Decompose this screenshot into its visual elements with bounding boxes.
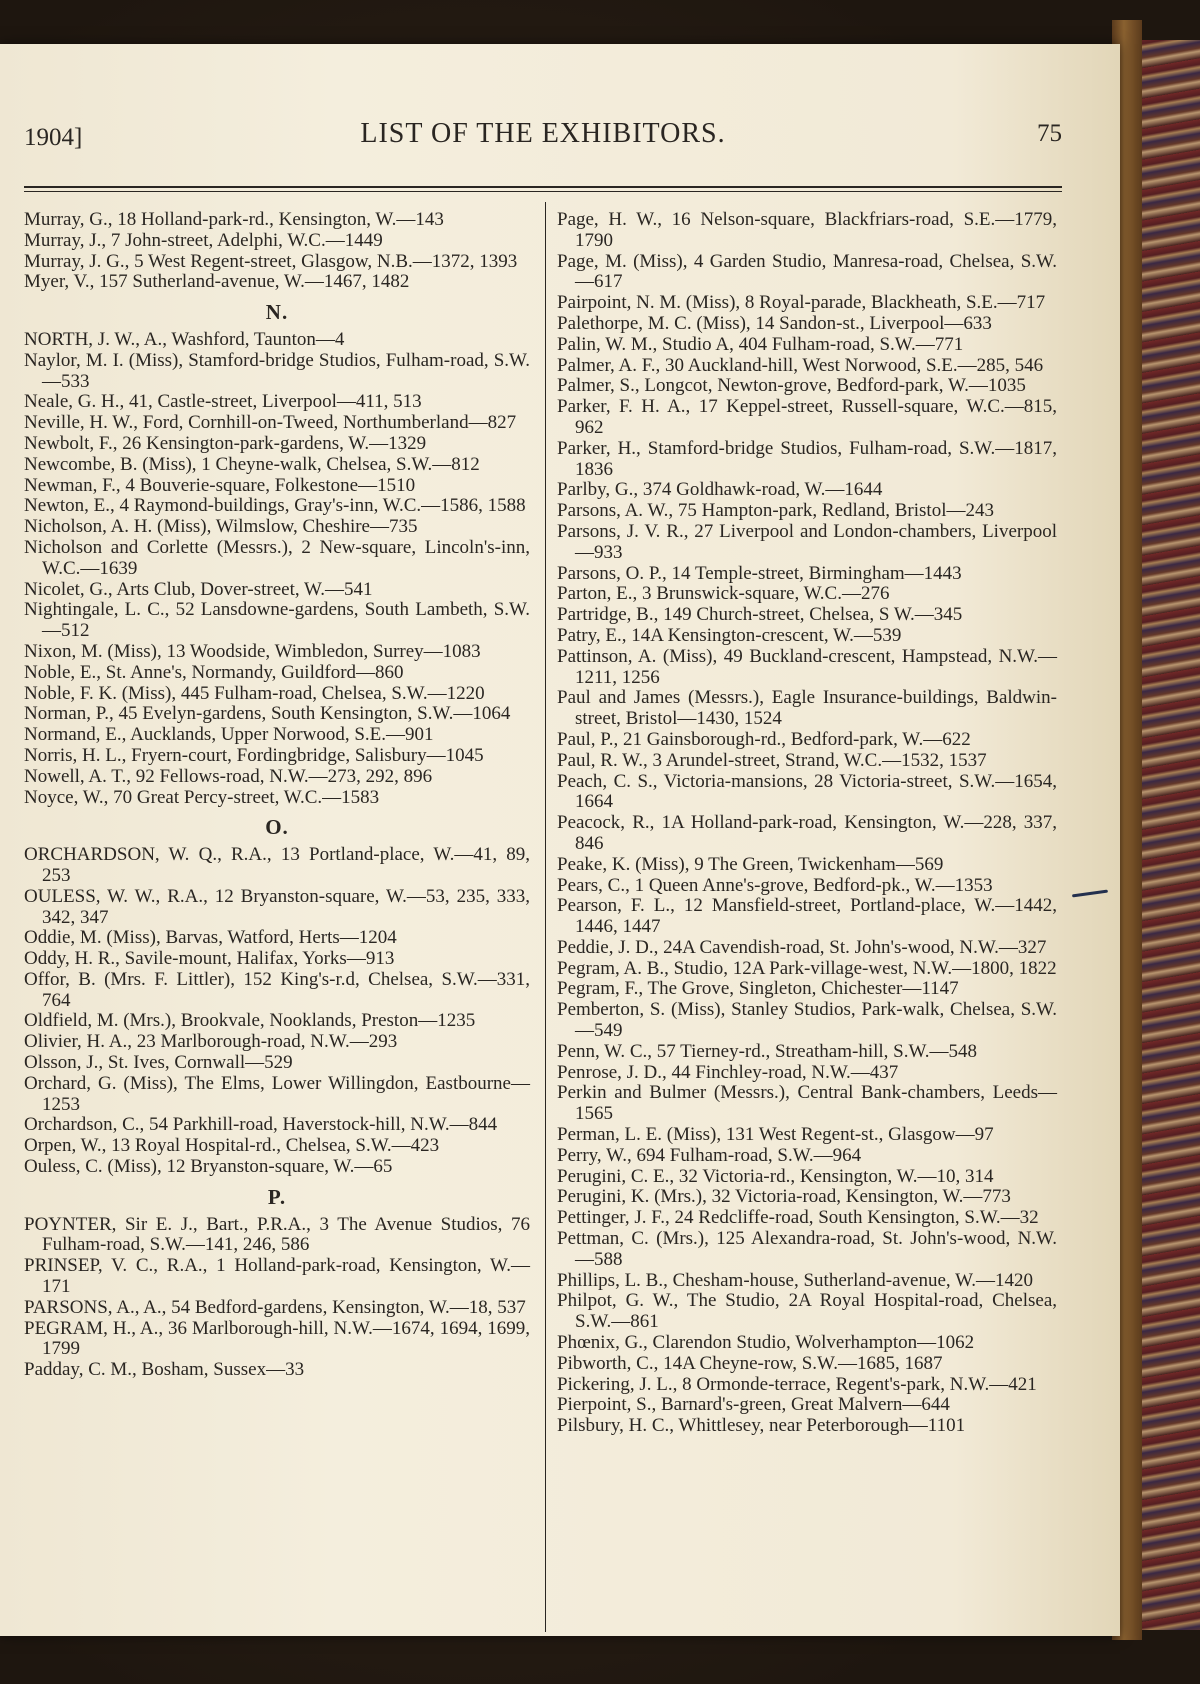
running-header: [24, 104, 1062, 156]
right-column: [557, 210, 1057, 1437]
exhibitor-entry: Perkin and Bulmer (Messrs.), Central Bank-chambers, Leeds—1565: [557, 1082, 1057, 1125]
exhibitor-entry: Patry, E., 14A Kensington-crescent, W.—539: [557, 624, 902, 646]
exhibitor-entry: OULESS, W. W., R.A., 12 Bryanston-square, W.—53, 235, 333, 342, 347: [24, 885, 530, 928]
section-heading: O.: [265, 815, 289, 840]
exhibitor-entry: Parsons, A. W., 75 Hampton-park, Redland, Bristol—243: [557, 500, 994, 522]
exhibitor-entry: Orchard, G. (Miss), The Elms, Lower Willingdon, Eastbourne—1253: [24, 1072, 530, 1115]
exhibitor-entry: Peddie, J. D., 24A Cavendish-road, St. John's-wood, N.W.—327: [557, 936, 1047, 958]
left-column: [24, 210, 530, 1381]
exhibitor-entry: Peake, K. (Miss), 9 The Green, Twickenham—569: [557, 853, 944, 875]
exhibitor-entry: Murray, J., 7 John-street, Adelphi, W.C.—1449: [24, 229, 383, 251]
exhibitor-entry: Pegram, A. B., Studio, 12A Park-village-west, N.W.—1800, 1822: [557, 957, 1057, 979]
header-rule: [24, 186, 1062, 188]
exhibitor-entry: Nicolet, G., Arts Club, Dover-street, W.—541: [24, 578, 373, 600]
exhibitor-entry: Parton, E., 3 Brunswick-square, W.C.—276: [557, 583, 890, 605]
exhibitor-entry: Pickering, J. L., 8 Ormonde-terrace, Regent's-park, N.W.—421: [557, 1373, 1037, 1395]
page-number: 75: [1037, 120, 1062, 147]
exhibitor-entry: Naylor, M. I. (Miss), Stamford-bridge Studios, Fulham-road, S.W.—533: [24, 349, 530, 392]
exhibitor-entry: Oddie, M. (Miss), Barvas, Watford, Herts—1204: [24, 927, 397, 949]
exhibitor-entry: Pegram, F., The Grove, Singleton, Chichester—1147: [557, 978, 959, 1000]
exhibitor-entry: Normand, E., Aucklands, Upper Norwood, S.E.—901: [24, 724, 434, 746]
exhibitor-entry: Phœnix, G., Clarendon Studio, Wolverhampton—1062: [557, 1332, 975, 1354]
exhibitor-entry: Pears, C., 1 Queen Anne's-grove, Bedford-pk., W.—1353: [557, 874, 993, 896]
exhibitor-entry: Perugini, K. (Mrs.), 32 Victoria-road, Kensington, W.—773: [557, 1186, 1011, 1208]
exhibitor-entry: Pattinson, A. (Miss), 49 Buckland-crescent, Hampstead, N.W.—1211, 1256: [557, 645, 1057, 688]
exhibitor-entry: Parker, F. H. A., 17 Keppel-street, Russell-square, W.C.—815, 962: [557, 396, 1057, 438]
exhibitor-entry: Padday, C. M., Bosham, Sussex—33: [24, 1359, 305, 1381]
exhibitor-entry: Noble, E., St. Anne's, Normandy, Guildford—860: [24, 661, 404, 683]
exhibitor-entry: Phillips, L. B., Chesham-house, Sutherland-avenue, W.—1420: [557, 1269, 1034, 1291]
ink-pen-mark: [1072, 890, 1108, 898]
exhibitor-entry: PRINSEP, V. C., R.A., 1 Holland-park-road, Kensington, W.—171: [24, 1255, 530, 1298]
exhibitor-entry: Page, M. (Miss), 4 Garden Studio, Manresa-road, Chelsea, S.W.—617: [557, 250, 1057, 293]
exhibitor-entry: Pibworth, C., 14A Cheyne-row, S.W.—1685, 1687: [557, 1352, 943, 1374]
column-divider: [545, 202, 546, 1632]
exhibitor-entry: Offor, B. (Mrs. F. Littler), 152 King's-r.d, Chelsea, S.W.—331, 764: [24, 968, 530, 1011]
exhibitor-entry: Nicholson, A. H. (Miss), Wilmslow, Cheshire—735: [24, 516, 418, 538]
exhibitor-entry: Olivier, H. A., 23 Marlborough-road, N.W.—293: [24, 1031, 398, 1053]
exhibitor-entry: Murray, G., 18 Holland-park-rd., Kensington, W.—143: [24, 209, 444, 230]
exhibitor-entry: Penrose, J. D., 44 Finchley-road, N.W.—437: [557, 1061, 899, 1083]
exhibitor-entry: Pairpoint, N. M. (Miss), 8 Royal-parade, Blackheath, S.E.—717: [557, 292, 1046, 314]
exhibitor-entry: Parker, H., Stamford-bridge Studios, Fulham-road, S.W.—1817, 1836: [557, 437, 1057, 480]
page-title: LIST OF THE EXHIBITORS.: [360, 118, 726, 149]
exhibitor-entry: Newman, F., 4 Bouverie-square, Folkestone—1510: [24, 474, 416, 496]
exhibitor-entry: Pierpoint, S., Barnard's-green, Great Malvern—644: [557, 1394, 950, 1416]
exhibitor-entry: Pilsbury, H. C., Whittlesey, near Peterborough—1101: [557, 1415, 966, 1437]
exhibitor-entry: Neville, H. W., Ford, Cornhill-on-Tweed, Northumberland—827: [24, 412, 517, 434]
exhibitor-entry: Peacock, R., 1A Holland-park-road, Kensington, W.—228, 337, 846: [557, 812, 1057, 854]
exhibitor-entry: Palin, W. M., Studio A, 404 Fulham-road, S.W.—771: [557, 333, 964, 355]
exhibitor-entry: Page, H. W., 16 Nelson-square, Blackfriars-road, S.E.—1779, 1790: [557, 209, 1057, 251]
exhibitor-entry: Palmer, S., Longcot, Newton-grove, Bedford-park, W.—1035: [557, 375, 1026, 397]
exhibitor-entry: Newbolt, F., 26 Kensington-park-gardens, W.—1329: [24, 432, 427, 454]
exhibitor-entry: Pettinger, J. F., 24 Redcliffe-road, South Kensington, S.W.—32: [557, 1207, 1039, 1229]
exhibitor-entry: Pearson, F. L., 12 Mansfield-street, Portland-place, W.—1442, 1446, 1447: [557, 895, 1057, 938]
exhibitor-entry: Paul, P., 21 Gainsborough-rd., Bedford-park, W.—622: [557, 728, 971, 750]
exhibitor-entry: Paul and James (Messrs.), Eagle Insurance-buildings, Baldwin-street, Bristol—1430, 1524: [557, 687, 1057, 730]
exhibitor-entry: Penn, W. C., 57 Tierney-rd., Streatham-hill, S.W.—548: [557, 1040, 977, 1062]
exhibitor-entry: Partridge, B., 149 Church-street, Chelsea, S W.—345: [557, 604, 963, 626]
exhibitor-entry: Parlby, G., 374 Goldhawk-road, W.—1644: [557, 479, 883, 501]
exhibitor-entry: Perugini, C. E., 32 Victoria-rd., Kensington, W.—10, 314: [557, 1165, 994, 1187]
exhibitor-entry: PARSONS, A., A., 54 Bedford-gardens, Kensington, W.—18, 537: [24, 1296, 526, 1318]
exhibitor-entry: Myer, V., 157 Sutherland-avenue, W.—1467, 1482: [24, 271, 410, 293]
exhibitor-entry: Murray, J. G., 5 West Regent-street, Glasgow, N.B.—1372, 1393: [24, 250, 518, 272]
page-sheet: [0, 44, 1120, 1636]
exhibitor-entry: Orchardson, C., 54 Parkhill-road, Haverstock-hill, N.W.—844: [24, 1114, 498, 1136]
exhibitor-entry: NORTH, J. W., A., Washford, Taunton—4: [24, 328, 345, 350]
exhibitor-entry: PEGRAM, H., A., 36 Marlborough-hill, N.W.—1674, 1694, 1699, 1799: [24, 1317, 530, 1360]
exhibitor-entry: Palmer, A. F., 30 Auckland-hill, West Norwood, S.E.—285, 546: [557, 354, 1044, 376]
exhibitor-entry: Noyce, W., 70 Great Percy-street, W.C.—1583: [24, 786, 380, 808]
section-heading: P.: [267, 1184, 287, 1209]
exhibitor-entry: Philpot, G. W., The Studio, 2A Royal Hospital-road, Chelsea, S.W.—861: [557, 1290, 1057, 1333]
exhibitor-entry: Peach, C. S., Victoria-mansions, 28 Victoria-street, S.W.—1654, 1664: [557, 770, 1057, 813]
exhibitor-entry: Parsons, J. V. R., 27 Liverpool and London-chambers, Liverpool—933: [557, 520, 1057, 563]
exhibitor-entry: Norman, P., 45 Evelyn-gardens, South Kensington, S.W.—1064: [24, 703, 511, 725]
exhibitor-entry: Paul, R. W., 3 Arundel-street, Strand, W.C.—1532, 1537: [557, 749, 987, 771]
exhibitor-entry: Perman, L. E. (Miss), 131 West Regent-st., Glasgow—97: [557, 1124, 994, 1146]
exhibitor-entry: Ouless, C. (Miss), 12 Bryanston-square, W.—65: [24, 1156, 393, 1178]
exhibitor-entry: Nightingale, L. C., 52 Lansdowne-gardens, South Lambeth, S.W.—512: [24, 599, 530, 642]
exhibitor-entry: Pemberton, S. (Miss), Stanley Studios, Park-walk, Chelsea, S.W.—549: [557, 999, 1057, 1042]
exhibitor-entry: Parsons, O. P., 14 Temple-street, Birmingham—1443: [557, 562, 962, 584]
header-year: 1904]: [24, 124, 83, 151]
exhibitor-entry: ORCHARDSON, W. Q., R.A., 13 Portland-place, W.—41, 89, 253: [24, 844, 530, 886]
exhibitor-entry: Noble, F. K. (Miss), 445 Fulham-road, Chelsea, S.W.—1220: [24, 682, 485, 704]
exhibitor-entry: Neale, G. H., 41, Castle-street, Liverpool—411, 513: [24, 391, 422, 413]
exhibitor-entry: Nicholson and Corlette (Messrs.), 2 New-square, Lincoln's-inn, W.C.—1639: [24, 536, 530, 579]
exhibitor-entry: Orpen, W., 13 Royal Hospital-rd., Chelsea, S.W.—423: [24, 1135, 440, 1157]
exhibitor-entry: Newcombe, B. (Miss), 1 Cheyne-walk, Chelsea, S.W.—812: [24, 453, 480, 475]
exhibitor-entry: POYNTER, Sir E. J., Bart., P.R.A., 3 The Avenue Studios, 76 Fulham-road, S.W.—141, 246, 586: [24, 1213, 530, 1256]
exhibitor-entry: Oldfield, M. (Mrs.), Brookvale, Nooklands, Preston—1235: [24, 1010, 476, 1032]
exhibitor-entry: Nixon, M. (Miss), 13 Woodside, Wimbledon, Surrey—1083: [24, 640, 481, 662]
exhibitor-entry: Nowell, A. T., 92 Fellows-road, N.W.—273, 292, 896: [24, 765, 433, 787]
section-heading: N.: [265, 300, 289, 325]
exhibitor-entry: Palethorpe, M. C. (Miss), 14 Sandon-st., Liverpool—633: [557, 312, 992, 334]
exhibitor-entry: Olsson, J., St. Ives, Cornwall—529: [24, 1052, 293, 1074]
exhibitor-entry: Pettman, C. (Mrs.), 125 Alexandra-road, St. John's-wood, N.W.—588: [557, 1228, 1057, 1270]
exhibitor-entry: Newton, E., 4 Raymond-buildings, Gray's-inn, W.C.—1586, 1588: [24, 495, 526, 517]
exhibitor-entry: Norris, H. L., Fryern-court, Fordingbridge, Salisbury—1045: [24, 744, 484, 766]
exhibitor-entry: Oddy, H. R., Savile-mount, Halifax, Yorks—913: [24, 948, 395, 970]
header-rule-thin: [24, 191, 1062, 192]
exhibitor-entry: Perry, W., 694 Fulham-road, S.W.—964: [557, 1144, 862, 1166]
